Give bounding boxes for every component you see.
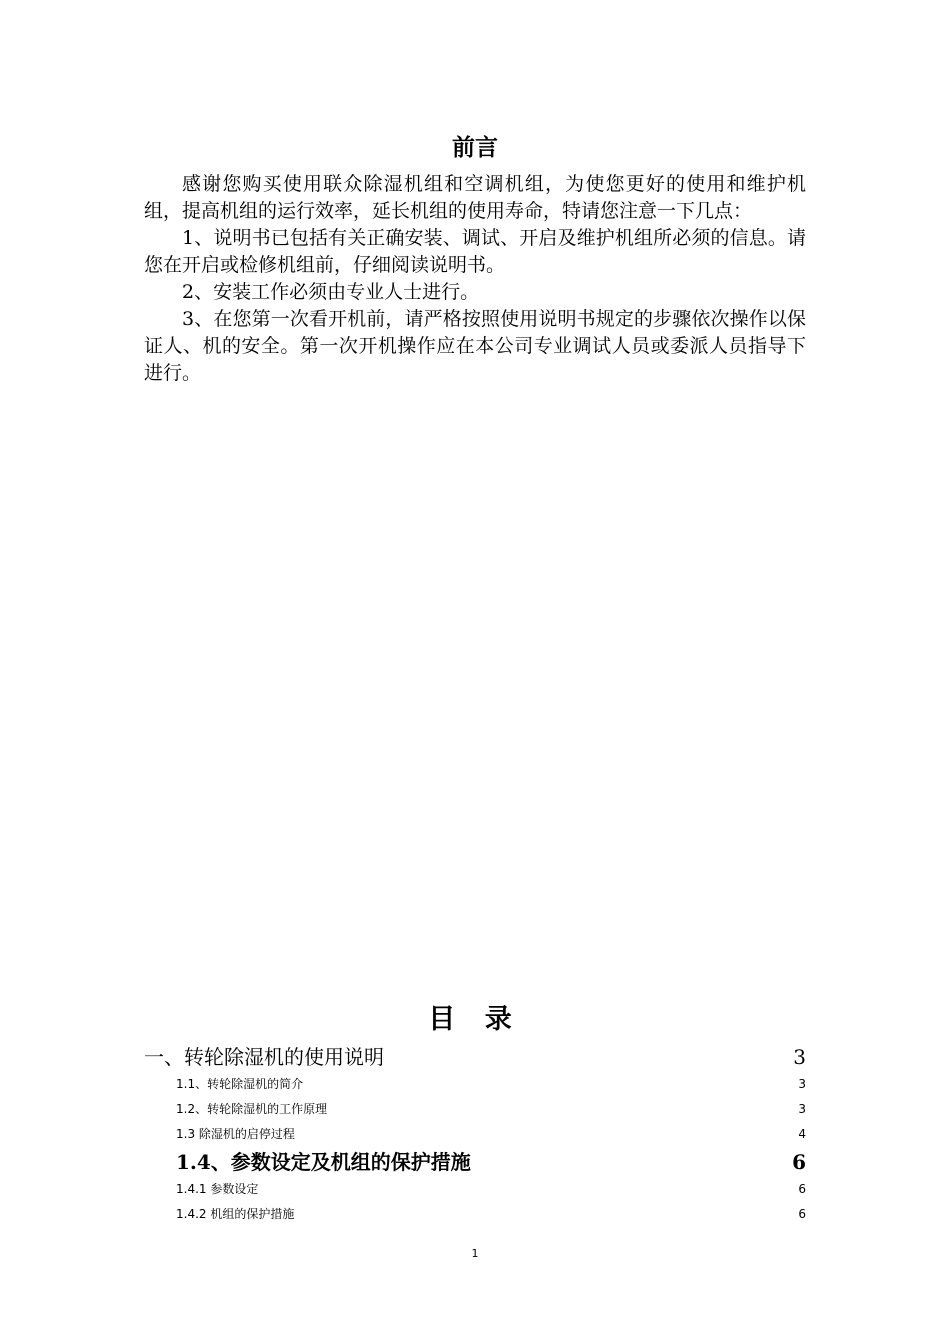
preface-paragraph: 2、安装工作必须由专业人士进行。 (182, 281, 480, 303)
page-number: 1 (471, 1247, 479, 1260)
preface-title: 前言 (452, 134, 498, 161)
toc-entry-label: 1.3 除湿机的启停过程 (176, 1127, 295, 1141)
preface-paragraph: 1、说明书已包括有关正确安装、调试、开启及维护机组所必须的信息。请您在开启或检修机组前，仔细阅读说明书。 (144, 227, 806, 276)
toc-entry[interactable] (144, 1147, 806, 1177)
toc-title: 目 录 (428, 1004, 522, 1035)
toc-entry-page: 6 (798, 1182, 806, 1196)
toc-entry[interactable] (144, 1202, 806, 1227)
table-of-contents (144, 1042, 806, 1227)
preface-paragraph: 感谢您购买使用联众除湿机组和空调机组，为使您更好的使用和维护机组，提高机组的运行效率，延长机组的使用寿命，特请您注意一下几点： (144, 173, 806, 222)
toc-entry-label: 1.4、参数设定及机组的保护措施 (176, 1150, 471, 1174)
toc-entry-page: 6 (798, 1207, 806, 1221)
preface-paragraph: 3、在您第一次看开机前，请严格按照使用说明书规定的步骤依次操作以保证人、机的安全。第一次开机操作应在本公司专业调试人员或委派人员指导下进行。 (144, 308, 806, 384)
toc-entry-label: 1.4.1 参数设定 (176, 1182, 259, 1196)
toc-entry[interactable] (144, 1072, 806, 1097)
toc-entry-label: 1.4.2 机组的保护措施 (176, 1207, 295, 1221)
toc-entry[interactable] (144, 1122, 806, 1147)
toc-entry-page: 3 (798, 1102, 806, 1116)
toc-entry-page: 3 (793, 1045, 806, 1069)
preface-body (144, 171, 806, 387)
toc-entry-page: 4 (798, 1127, 806, 1141)
toc-entry-page: 3 (798, 1077, 806, 1091)
toc-entry-page: 6 (792, 1150, 806, 1174)
toc-entry[interactable] (144, 1042, 806, 1072)
toc-entry[interactable] (144, 1097, 806, 1122)
toc-entry-label: 1.1、转轮除湿机的简介 (176, 1077, 304, 1091)
toc-entry-label: 1.2、转轮除湿机的工作原理 (176, 1102, 328, 1116)
toc-entry-label: 一、转轮除湿机的使用说明 (144, 1045, 384, 1069)
toc-entry[interactable] (144, 1177, 806, 1202)
